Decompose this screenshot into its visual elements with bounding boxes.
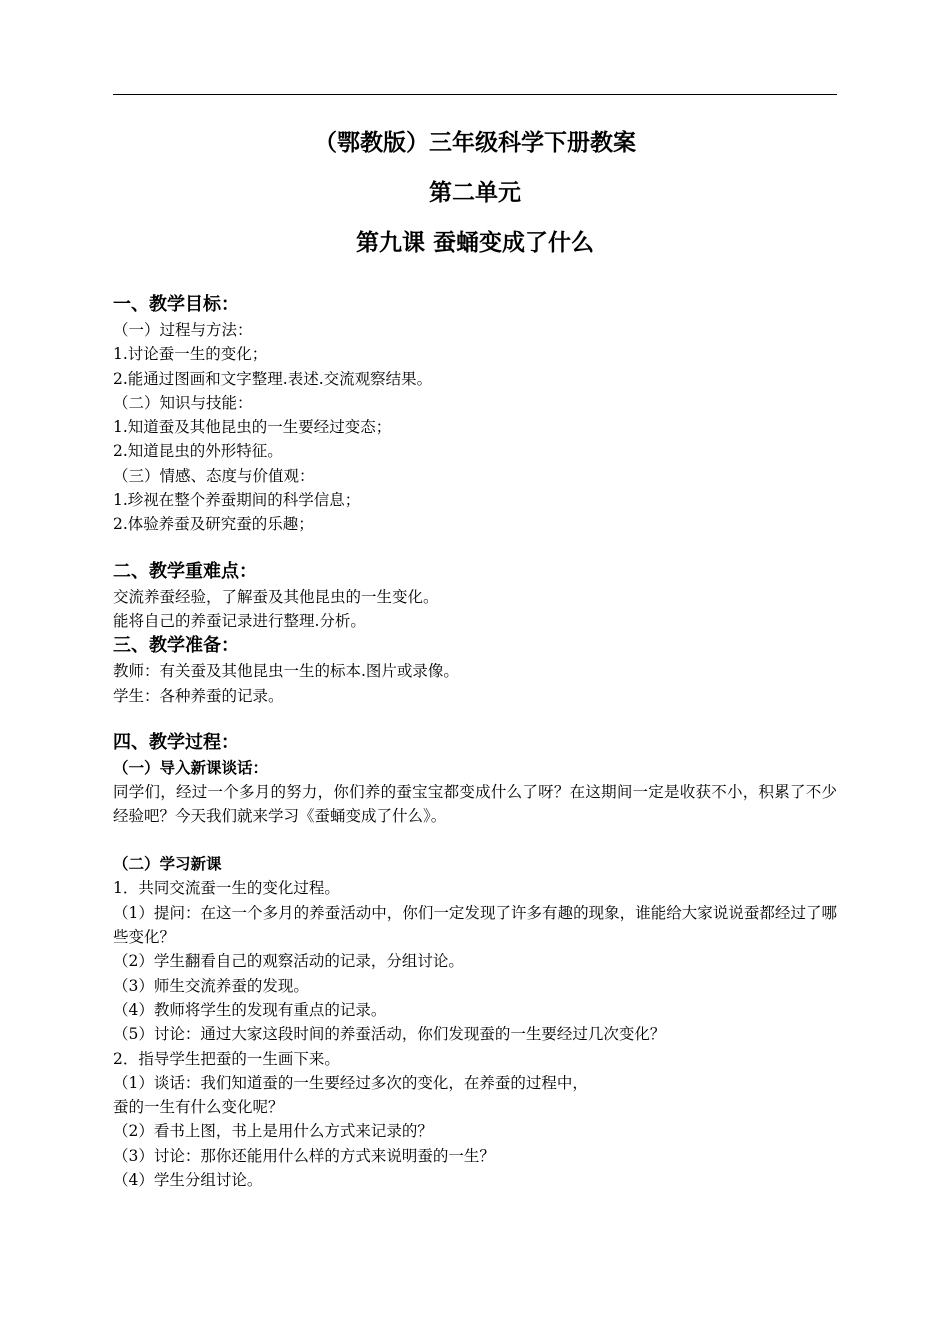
objective-line: 2.知道昆虫的外形特征。: [113, 442, 283, 461]
process-line: （1）谈话：我们知道蚕的一生要经过多次的变化，在养蚕的过程中，: [113, 1073, 588, 1092]
process-line: （5）讨论：通过大家这段时间的养蚕活动，你们发现蚕的一生要经过几次变化？: [113, 1025, 666, 1044]
process-line: （2）学生翻看自己的观察活动的记录，分组讨论。: [113, 952, 464, 971]
process-line: （2）看书上图，书上是用什么方式来记录的？: [113, 1122, 433, 1141]
process-line: 蚕的一生有什么变化呢？: [113, 1098, 284, 1117]
document-title: （鄂教版）三年级科学下册教案: [314, 130, 636, 156]
process-line: （3）讨论：那你还能用什么样的方式来说明蚕的一生？: [113, 1146, 495, 1165]
intro-talk-heading: （一）导入新课谈话：: [113, 758, 269, 777]
new-lesson-heading: （二）学习新课: [113, 855, 222, 874]
document-body: [113, 128, 837, 1192]
objective-line: （一）过程与方法：: [113, 321, 253, 339]
preparation-line: 学生：各种养蚕的记录。: [113, 686, 284, 705]
lesson-title: 第九课 蚕蛹变成了什么: [355, 230, 594, 256]
intro-talk-paragraph: 同学们，经过一个多月的努力，你们养的蚕宝宝都变成什么了呀？在这期间一定是收获不小，积累了不少经验吧？今天我们就来学习《蚕蛹变成了什么》。: [113, 782, 837, 826]
section-objectives-heading: 一、教学目标：: [113, 294, 239, 315]
section-process-heading: 四、教学过程：: [113, 731, 239, 753]
unit-title: 第二单元: [429, 180, 521, 206]
section-keypoints-heading: 二、教学重难点：: [113, 560, 257, 582]
keypoint-line: 能将自己的养蚕记录进行整理.分析。: [113, 611, 366, 630]
objective-line: 1.珍视在整个养蚕期间的科学信息；: [113, 491, 361, 510]
section-preparation-heading: 三、教学准备：: [113, 635, 239, 657]
objective-line: 1.讨论蚕一生的变化；: [113, 345, 268, 364]
objective-line: （二）知识与技能：: [113, 393, 253, 412]
process-line: 1．共同交流蚕一生的变化过程。: [113, 879, 340, 898]
process-line: （4）教师将学生的发现有重点的记录。: [113, 1000, 387, 1019]
process-line: （3）师生交流养蚕的发现。: [113, 976, 309, 995]
process-line: （4）学生分组讨论。: [113, 1171, 263, 1190]
keypoint-line: 交流养蚕经验，了解蚕及其他昆虫的一生变化。: [113, 587, 439, 606]
process-line: （1）提问：在这一个多月的养蚕活动中，你们一定发现了许多有趣的现象，谁能给大家说说蚕都经过了哪些变化？: [113, 903, 837, 947]
objective-line: 1.知道蚕及其他昆虫的一生要经过变态；: [113, 418, 392, 437]
objective-line: （三）情感、态度与价值观：: [113, 466, 315, 485]
preparation-line: 教师：有关蚕及其他昆虫一生的标本.图片或录像。: [113, 662, 459, 681]
process-line: 2．指导学生把蚕的一生画下来。: [113, 1049, 340, 1068]
objective-line: 2.能通过图画和文字整理.表述.交流观察结果。: [113, 369, 433, 388]
objective-line: 2.体验养蚕及研究蚕的乐趣；: [113, 515, 314, 534]
header-rule: [113, 94, 837, 95]
